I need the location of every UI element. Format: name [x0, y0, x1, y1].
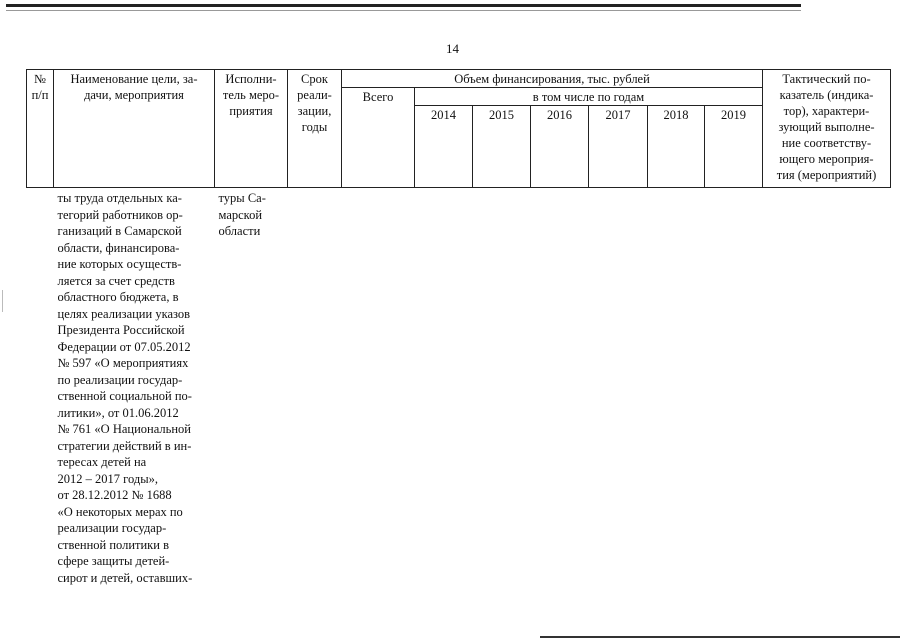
row-2017-cell [589, 188, 648, 587]
header-executor: Исполни- тель меро- приятия [215, 70, 288, 188]
header-total: Всего [342, 88, 415, 188]
header-by-years: в том числе по годам [415, 88, 763, 106]
header-year-2018: 2018 [648, 106, 705, 188]
header-year-2019: 2019 [705, 106, 763, 188]
header-indicator: Тактический по- казатель (индика- тор), характери- зующий выполне- ние соответству- ющего мероприя- тия (мероприятий) [763, 70, 891, 188]
page-number: 14 [446, 41, 459, 56]
top-border-thin-line [6, 10, 801, 11]
header-year-2017: 2017 [589, 106, 648, 188]
row-term-cell [288, 188, 342, 587]
bottom-border-line [540, 636, 900, 638]
top-border-line [6, 4, 801, 7]
row-executor-cell: туры Са- марской области [218, 191, 266, 238]
header-year-2016: 2016 [531, 106, 589, 188]
row-2016-cell [531, 188, 589, 587]
row-total-cell [342, 188, 415, 587]
header-funding: Объем финансирования, тыс. рублей [342, 70, 763, 88]
header-number: № п/п [27, 70, 54, 188]
row-name-cell: ты труда отдельных ка- тегорий работников ор- ганизаций в Самарской области, финансирова- ние которых осуществ- ляется за счет средств областного бюджета, в целях реализации указов Президента Российской Федерации от 07.05.2012 № 597 «О мероприятиях по реализации государ- ственной социальной по- литики», от 01.06.2012 № 761 «О Национальной стратегии действий в ин- тересах детей на 2012 – 2017 годы», от 28.12.2012 № 1688 «О некоторых мерах по реализации государ- ственной политики в сфере защиты детей- сирот и детей, оставших- [57, 191, 193, 585]
row-2015-cell [473, 188, 531, 587]
row-number-cell [27, 188, 54, 587]
table-row [27, 188, 891, 587]
row-2018-cell [648, 188, 705, 587]
header-year-2015: 2015 [473, 106, 531, 188]
financing-table [26, 69, 891, 586]
row-indicator-cell [763, 188, 891, 587]
row-2019-cell [705, 188, 763, 587]
header-year-2014: 2014 [415, 106, 473, 188]
scan-margin-mark [2, 290, 3, 312]
header-term: Срок реали- зации, годы [288, 70, 342, 188]
row-2014-cell [415, 188, 473, 587]
header-name: Наименование цели, за- дачи, мероприятия [54, 70, 215, 188]
